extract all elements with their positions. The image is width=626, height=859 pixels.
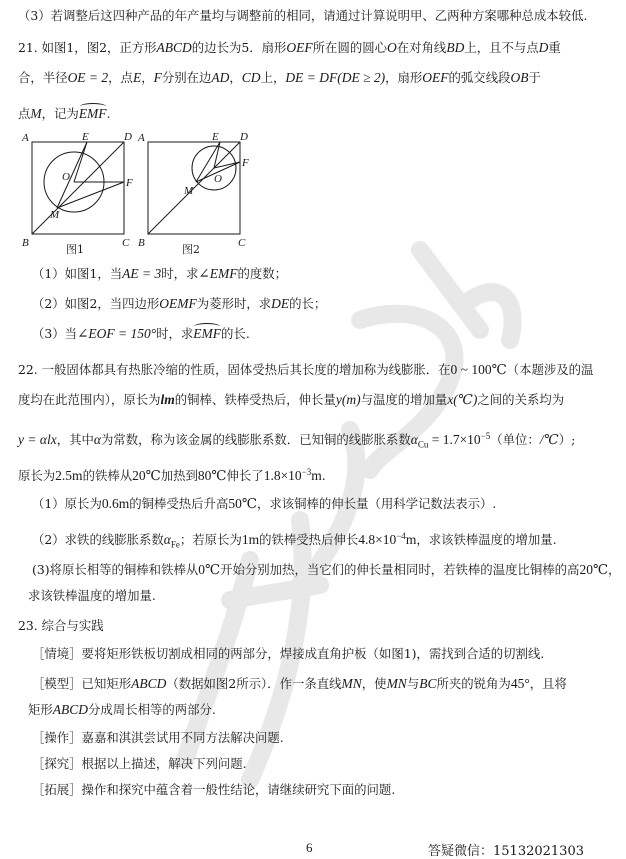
fig1-label-a: A [22,132,29,144]
q22-part2: （2）求铁的线膨胀系数$\alpha_{Fe}$；若原长为1m的铁棒受热后伸长$4.8\times 10^{-4}m$，求该铁棒温度的增加量. [32,531,557,550]
fig2-label-b: B [138,237,145,249]
fig2-label-a: A [138,132,145,144]
q23-explore: ［探究］根据以上描述，解决下列问题. [32,756,247,771]
fig1-label-c: C [122,237,130,249]
q21-figure-1 [20,132,142,256]
q21-part3: （3）当∠EOF = 150°时，求EMF的长. [32,326,250,341]
fig1-label-o: O [62,171,70,183]
q23-operation: ［操作］嘉嘉和淇淇尝试用不同方法解决问题. [32,730,284,745]
fig1-oe [74,142,87,182]
q21-part2: （2）如图2，当四边形OEMF为菱形时，求DE的长； [32,296,327,311]
q21-figure-2 [136,132,258,256]
q22-line1: 22. 一般固体都具有热胀冷缩的性质，固体受热后其长度的增加称为线膨胀．在0 ~ 100℃（本题涉及的温 [18,362,594,377]
q21-line1: 21. 如图1，图2，正方形ABCD的边长为5．扇形OEF所在圆的圆心O在对角线BD上，且不与点D重 [18,40,561,55]
q22-part3: (3)将原长相等的铜棒和铁棒从0℃开始分别加热，当它们的伸长量相同时，若铁棒的温度比铜棒的高20℃， [32,562,621,577]
q23-title: 23. 综合与实践 [18,618,104,633]
contact-info: 答疑微信：15132021303 [428,844,584,859]
q22-part1: （1）原长为0.6m的铜棒受热后升高50℃，求该铜棒的伸长量（用科学记数法表示）. [32,496,497,511]
fig1-label-m: M [50,209,60,221]
fig1-label-b: B [22,237,29,249]
fig1-caption: 图1 [66,243,84,256]
q23-model-line1: ［模型］已知矩形ABCD（数据如图2所示）．作一条直线MN，使MN与BC所夹的锐角为45°，且将 [32,676,567,691]
fig2-label-f: F [242,157,249,169]
q23-situation: ［情境］要将矩形铁板切割成相同的两部分，焊接成直角护板（如图1)，需找到合适的切割线. [32,646,545,661]
q23-model-line2: 矩形ABCD分成周长相等的两部分. [28,702,216,717]
q22-line2: 度均在此范围内），原长为lm的铜棒、铁棒受热后，伸长量y(m)与温度的增加量x(℃)之间的关系均为 [18,392,565,407]
fig2-label-m: M [184,185,194,197]
fig2-label-d: D [240,132,248,143]
fig2-caption: 图2 [182,243,200,256]
fig2-label-e: E [212,132,219,143]
q22-part3-cont: 求该铁棒温度的增加量. [28,588,156,603]
q22-line3: y = αlx，其中α为常数，称为该金属的线膨胀系数．已知铜的线膨胀系数$\alpha_{Cu} = 1.7\times 10^{-5}$（单位：/℃）; [18,431,576,450]
q21-part1: （1）如图1，当AE = 3时，求∠EMF的度数； [32,266,288,281]
fig1-label-d: D [124,132,132,143]
q22-line4: 原长为2.5m的铁棒从20℃加热到80℃伸长了$1.8\times 10^{-3}m$. [18,467,326,484]
fig1-label-e: E [82,132,89,143]
fig1-diagonal-bd [32,142,124,234]
fig1-label-f: F [126,177,133,189]
q21-line3: 点M，记为EMF. [18,106,111,121]
q23-extend: ［拓展］操作和探究中蕴含着一般性结论，请继续研究下面的问题. [32,782,396,797]
q20-part3: （3）若调整后这四种产品的年产量均与调整前的相同，请通过计算说明甲、乙两种方案哪种总成本较低. [18,8,588,23]
q21-line2: 合，半径OE = 2，点E，F分别在边AD，CD上，DE = DF(DE ≥ 2)，扇形OEF的弧交线段OB于 [18,70,541,85]
fig2-label-c: C [238,237,246,249]
page-number: 6 [306,840,313,855]
fig2-label-o: O [214,173,222,185]
fig2-diagonal-bd [148,142,240,234]
